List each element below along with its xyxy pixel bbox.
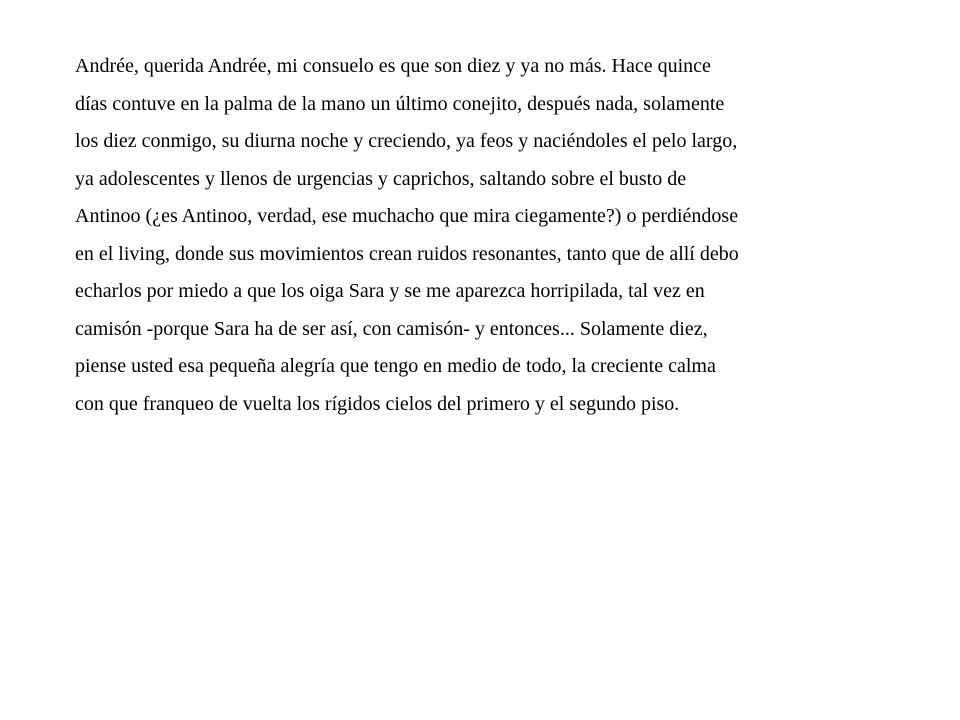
body-paragraph: [75, 48, 935, 423]
paragraph-line-8: camisón -porque Sara ha de ser así, con camisón- y entonces... Solamente diez,: [75, 317, 708, 340]
paragraph-line-10: con que franqueo de vuelta los rígidos cielos del primero y el segundo piso.: [75, 392, 680, 415]
paragraph-line-9: piense usted esa pequeña alegría que tengo en medio de todo, la creciente calma: [75, 355, 716, 377]
paragraph-line-3: los diez conmigo, su diurna noche y creciendo, ya feos y naciéndoles el pelo largo,: [75, 130, 738, 152]
paragraph-line-2: días contuve en la palma de la mano un último conejito, después nada, solamente: [75, 92, 725, 115]
paragraph-line-7: echarlos por miedo a que los oiga Sara y se me aparezca horripilada, tal vez en: [75, 280, 705, 302]
paragraph-line-6: en el living, donde sus movimientos crean ruidos resonantes, tanto que de allí debo: [75, 242, 739, 265]
paragraph-line-5: Antinoo (¿es Antinoo, verdad, ese muchacho que mira ciegamente?) o perdiéndose: [75, 205, 739, 227]
paragraph-line-1: Andrée, querida Andrée, mi consuelo es que son diez y ya no más. Hace quince: [75, 55, 711, 77]
paragraph-line-4: ya adolescentes y llenos de urgencias y caprichos, saltando sobre el busto de: [75, 167, 687, 190]
